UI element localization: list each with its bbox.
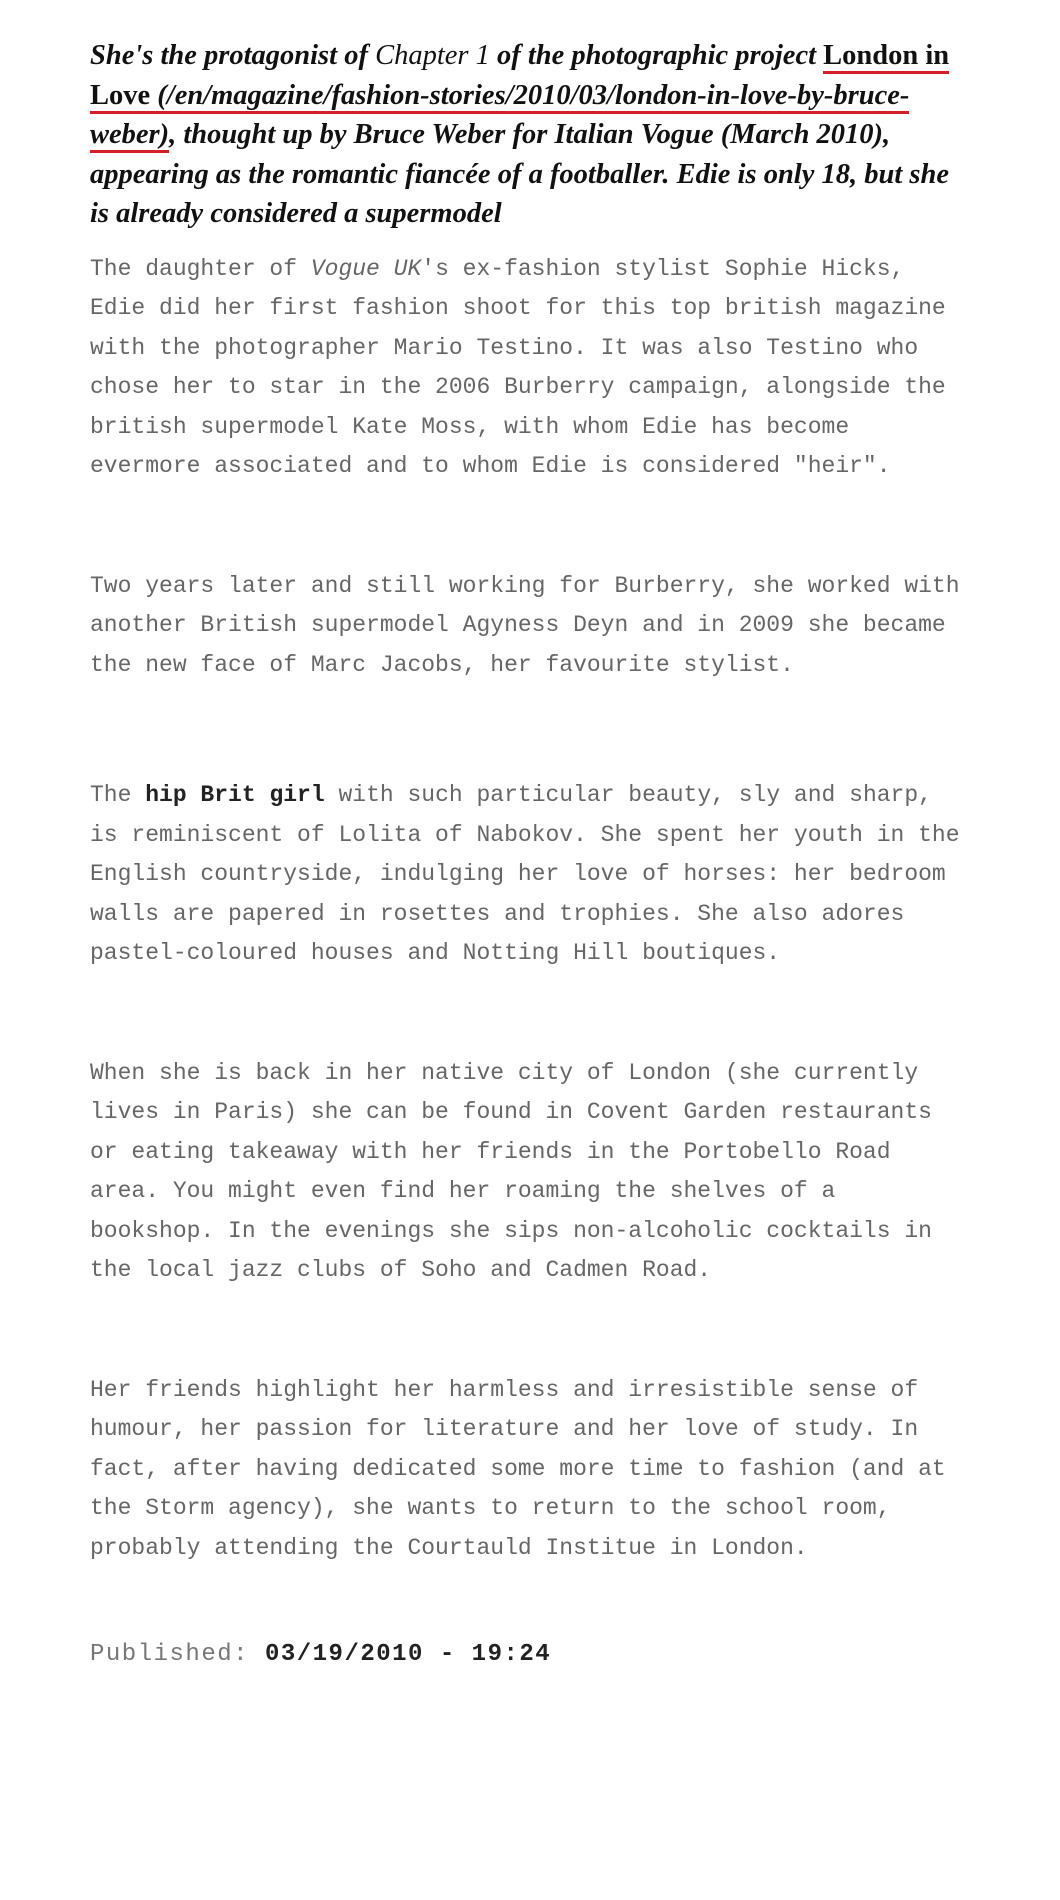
paragraph-daughter-of-vogue [90, 250, 970, 487]
paragraph-hip-brit-girl [90, 776, 970, 974]
hip-brit-girl-strong: hip Brit girl [145, 782, 325, 808]
article-lead [90, 36, 970, 234]
lead-text-post: , thought up by Bruce Weber for Italian Vogue (March 2010), appearing as the romantic fiancée of a footballer. Edie is only 18, but she is already considered a supermodel [90, 119, 949, 229]
paragraph-3-pre: The [90, 782, 146, 808]
paragraph-1-pre: The daughter of [90, 255, 311, 282]
published-label: Published: [90, 1641, 265, 1668]
vogue-uk-emphasis: Vogue UK [310, 255, 422, 282]
published-date: 03/19/2010 - 19:24 [264, 1641, 552, 1668]
paragraph-london: When she is back in her native city of London (she currently lives in Paris) she can be found in Covent Garden restaurants or eating takeaway with her friends in the Portobello Road area. You might even find her roaming the shelves of a bookshop. In the evenings she sips non-alcoholic cocktails in the local jazz clubs of Soho and Cadmen Road. [90, 1059, 932, 1283]
published-line [90, 1635, 970, 1675]
paragraph-friends: Her friends highlight her harmless and irresistible sense of humour, her passion for literature and her love of study. In fact, after having dedicated some more time to fashion (and at the Storm agency), she wants to return to the school room, probably attending the Courtauld Institue in London. [90, 1376, 946, 1561]
lead-text-mid: of the photographic project [489, 40, 824, 71]
article [90, 36, 970, 1675]
lead-chapter: Chapter 1 [375, 40, 490, 71]
lead-text-pre: She's the protagonist of [90, 40, 376, 71]
paragraph-burberry: Two years later and still working for Burberry, she worked with another British supermodel Agyness Deyn and in 2009 she became the new face of Marc Jacobs, her favourite stylist. [90, 572, 960, 678]
london-in-love-link-url[interactable]: (/en/magazine/fashion-stories/2010/03/london-in-love-by-bruce-weber) [90, 79, 910, 150]
london-in-love-link-text[interactable]: London in Love [90, 40, 950, 111]
paragraph-3-post: with such particular beauty, sly and sharp, is reminiscent of Lolita of Nabokov. She spent her youth in the English countryside, indulging her love of horses: her bedroom walls are papered in rosettes and trophies. She also adores pastel-coloured houses and Notting Hill boutiques. [90, 782, 960, 966]
paragraph-1-post: 's ex-fashion stylist Sophie Hicks, Edie did her first fashion shoot for this top british magazine with the photographer Mario Testino. It was also Testino who chose her to star in the 2006 Burberry campaign, alongside the british supermodel Kate Moss, with whom Edie has become evermore associated and to whom Edie is considered "heir". [90, 255, 946, 479]
